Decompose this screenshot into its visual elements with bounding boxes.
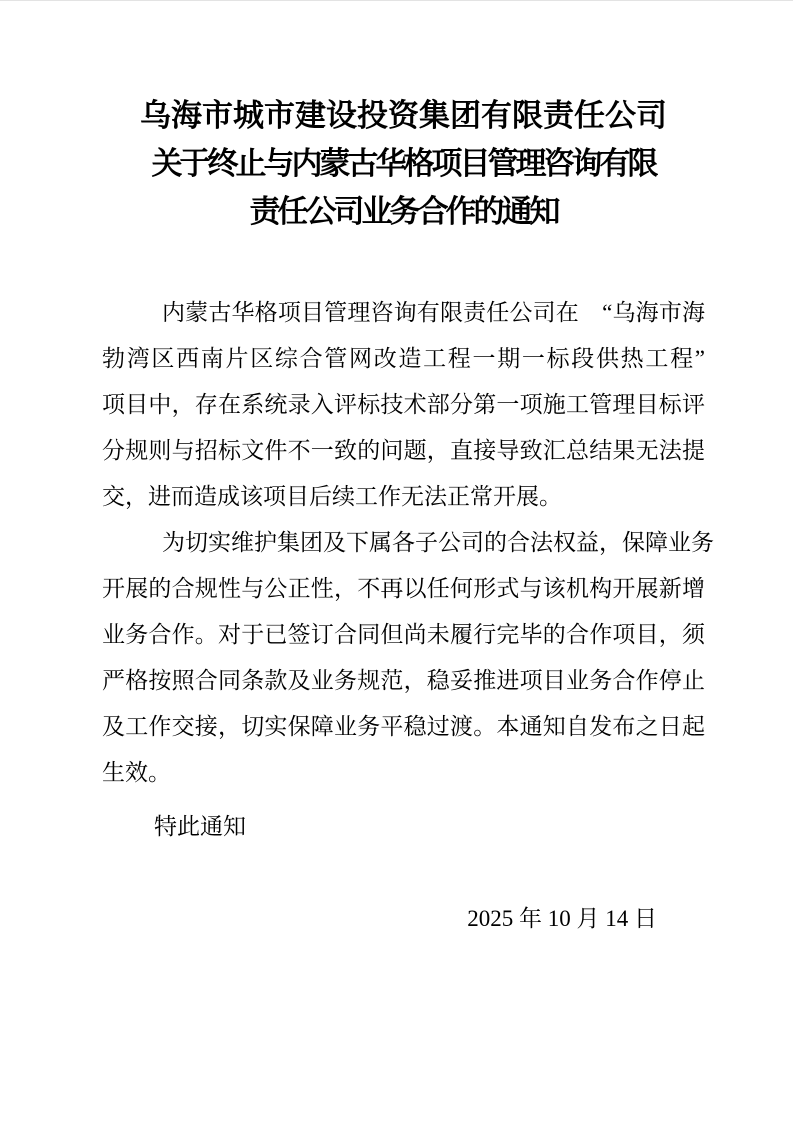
title-line-1: 乌海市城市建设投资集团有限责任公司: [140, 98, 667, 133]
body-line: 分规则与招标文件不一致的问题，直接导致汇总结果无法提: [102, 438, 705, 463]
paragraph-2: [102, 520, 714, 796]
document-title: [102, 92, 705, 236]
title-line-2: 关于终止与内蒙古华格项目管理咨询有限: [151, 146, 656, 181]
body-line: 内蒙古华格项目管理咨询有限责任公司在 “乌海市海: [162, 300, 705, 325]
body-line: 严格按照合同条款及业务规范，稳妥推进项目业务合作停止: [102, 668, 705, 693]
body-line: 及工作交接，切实保障业务平稳过渡。本通知自发布之日起: [102, 714, 705, 739]
body-line: 勃湾区西南片区综合管网改造工程一期一标段供热工程”: [102, 346, 705, 371]
body-line: 为切实维护集团及下属各子公司的合法权益，保障业务: [162, 530, 714, 555]
title-line-3: 责任公司业务合作的通知: [249, 194, 558, 229]
document-date: 2025 年 10 月 14 日: [467, 906, 657, 931]
body-line: 生效。: [102, 760, 171, 785]
document-body: [102, 290, 714, 942]
body-line: 业务合作。对于已签订合同但尚未履行完毕的合作项目，须: [102, 622, 705, 647]
paragraph-1: [102, 290, 705, 520]
body-line: 开展的合规性与公正性，不再以任何形式与该机构开展新增: [102, 576, 705, 601]
closing-phrase: 特此通知: [154, 814, 246, 839]
body-line: 交，进而造成该项目后续工作无法正常开展。: [102, 484, 562, 509]
body-line: 项目中，存在系统录入评标技术部分第一项施工管理目标评: [102, 392, 705, 417]
